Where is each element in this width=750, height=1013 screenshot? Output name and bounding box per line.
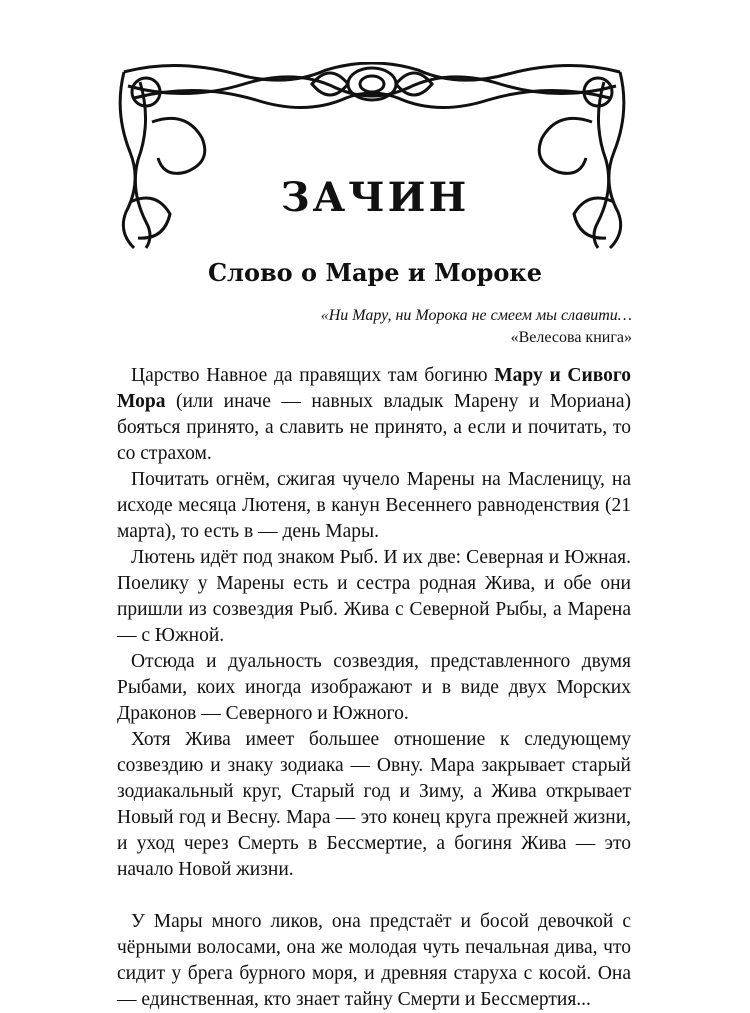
ornament-top-band — [124, 63, 620, 80]
paragraph: Лютень идёт под знаком Рыб. И их две: Северная и Южная. Поелику у Марены есть и сестра родная Жива, и обе они пришли из созвездия Рыб. Жива с Северной Рыбы, а Марена — с Южной. — [117, 547, 631, 646]
epigraph-quote: «Ни Мару, ни Морока не смеем мы славити… — [320, 307, 632, 324]
celtic-knot-ornament — [116, 62, 628, 250]
ornament-left-creature — [152, 118, 205, 173]
epigraph-source: «Велесова книга» — [510, 329, 632, 346]
paragraph — [117, 363, 631, 467]
body-text — [117, 363, 631, 1013]
paragraph-text: Царство Навное да правящих там богиню — [131, 365, 495, 386]
paragraph: Отсюда и дуальность созвездия, представленного двумя Рыбами, коих иногда изображают и в виде двух Морских Драконов — Северного и Южного. — [117, 651, 631, 724]
chapter-title: ЗАЧИН — [280, 174, 470, 221]
ornament-center-knot-inner — [360, 76, 384, 92]
paragraph: Почитать огнём, сжигая чучело Марены на Масленицу, на исходе месяца Лютеня, в канун Весеннего равноденствия (21 марта), то есть в — день Мары. — [117, 469, 631, 542]
chapter-subtitle: Слово о Маре и Мороке — [207, 258, 543, 287]
bold-names: Мару и Сивого Мора — [117, 365, 631, 412]
ornament-right-creature — [539, 118, 592, 173]
paragraph: У Мары много ликов, она предстаёт и босой девочкой с чёрными волосами, она же молодая чуть печальная дива, что сидит у брега бурного моря, и древняя старуха с косой. Она — единственная, кто знает тайну Смерти и Бессмертия... — [117, 911, 631, 1010]
paragraph: Хотя Жива имеет большее отношение к следующему созвездию и знаку зодиака — Овну. Мара закрывает старый зодиакальный круг, Старый год и Зиму, а Жива открывает Новый год и Весну. Мара — это конец круга прежней жизни, и уход через Смерть в Бессмертие, а богиня Жива — это начало Новой жизни. — [117, 729, 631, 880]
paragraph-text: (или иначе — навных владык Марену и Мориана) бояться принято, а славить не принято, а если и почитать, то со страхом. — [117, 391, 631, 464]
epigraph — [321, 305, 632, 349]
